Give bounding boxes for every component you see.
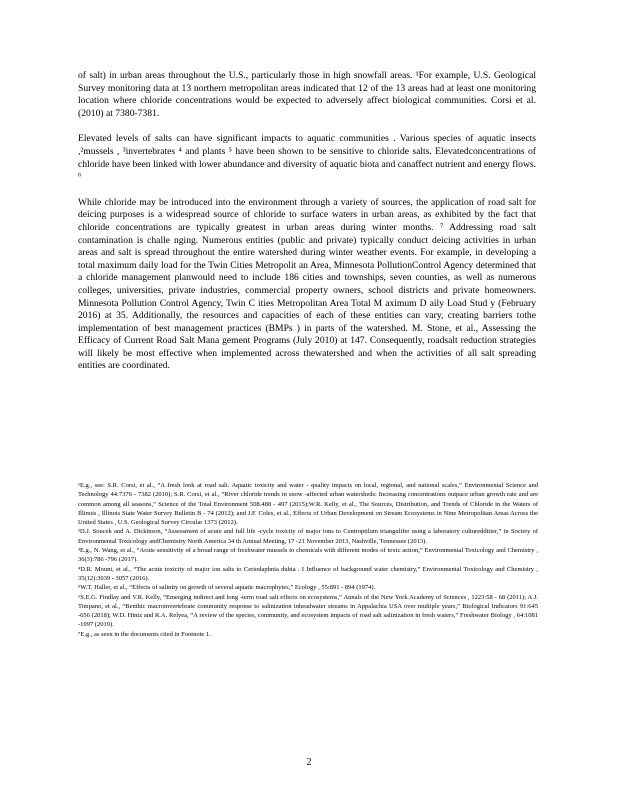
footnote-3: ³E.g., N. Wang, et al., “Acute sensitivity of a broad range of freshwater mussels to chemicals with different modes of toxic action,” Environmental Toxicology and Chemistry , 36(3):786 -796 (2017). [78,547,538,564]
paragraph-3: While chloride may be introduced into the environment through a variety of sources, the application of road salt for deicing purposes is a widespread source of chloride to surface waters in urban areas, as exhibited by the fact that chloride concentrations are typically greatest in urban areas during winter months. ⁷ Addressing road salt contamination is challe nging. Numerous entities (public and private) typically conduct deicing activities in urban areas and salt is spread throughout the entire watershed during winter weather events. For example, in developing a total maximum daily load for the Twin Cities Metropolit an Area, Minnesota PollutionControl Agency determined that a chloride management planwould need to include 186 cities and townships, seven counties, as well as numerous colleges, universities, private industries, commercial property owners, school districts and private homeowners. Minnesota Pollution Control Agency, Twin C ities Metropolitan Area Total M aximum D aily Load Stud y (February 2016) at 35. Additionally, the resources and capacities of each of these entities can vary, creating barriers tothe implementation of best management practices (BMPs ) in parts of the watershed. M. Stone, et al., Assessing the Efficacy of Current Road Salt Mana gement Programs (July 2010) at 147. Consequently, roadsalt reduction strategies will likely be most effective when implemented across thewatershed and when the activities of all salt spreading entities are coordinated. [78,196,536,372]
paragraph-2: Elevated levels of salts can have significant impacts to aquatic communities . Various species of aquatic insects ,²mussels , ³invertebrates ⁴ and plants ⁵ have been shown to be sensitive to chloride salts. Elevatedconcentrations of chloride have been linked with lower abundance and diversity of aquatic biota and canaffect nutrient and energy flows. ⁶ [78,133,536,183]
footnote-4: ⁴D.R. Mount, et al., “The acute toxicity of major ion salts to Ceriodaphnia dubia . I Influence of background water chemistry,” Environmental Toxicology and Chemistry , 35(12):3039 - 3057 (2016). [78,565,538,582]
footnote-1: ¹E.g., see: S.R. Corsi, et al., “A fresh look at road salt. Aquatic toxicity and water - quality impacts on local, regional, and national scales,” Environmental Science and Technology 44:7376 - 7382 (2010); S.R. Corsi, et al., “River chloride trends in snow -affected urban watersheds: Increasing concentrations outpace urban growth rate and are common among all seasons,” Science of the Total Environment 508.488 - 497 (2015);W.R. Kelly, et al., The Sources, Distribution, and Trends of Chloride in the Waters of Illinois , Illinois State Water Survey Bulletin B - 74 (2012); and J.F. Coles, et al., Effects of Urban Development on Stream Ecosystems in Nine Metropolitan Areas Across the United States , U.S. Geological Survey Circular 1373 (2012). [78,482,538,527]
page-number: 2 [306,757,312,768]
footnote-7: ⁷E.g., as seen in the documents cited in Footnote 1. [78,630,211,638]
footnote-5: ⁵W.T. Haller, et al., “Effects of salinity on growth of several aquatic macrophytes,” Ecology , 55:891 - 894 (1974). [78,584,376,592]
footnote-2: ²D.J. Soucek and A. Dickinson, “Assessment of acute and full life -cycle toxicity of major ions to Centroptilum triangulifer using a laboratory culturedditier,” in Society of Environmental Toxicology andChemistry North America 34 th Annual Meeting, 17 -21 November 2013, Nashville, Tennessee (2013). [78,528,538,545]
paragraph-1: of salt) in urban areas throughout the U.S., particularly those in high snowfall areas. ¹For example, U.S. Geological Survey monitoring data at 13 northern metropolitan areas indicated that 12 of the 13 areas had at least one monitoring location where chloride concentrations would be expected to adversely affect biological communities. Corsi et al. (2010) at 7380-7381. [78,70,536,119]
main-text [78,70,536,386]
footnote-6: ⁶S.E.G. Findlay and V.R. Kelly, “Emerging indirect and long -term road salt effects on ecosystems,” Annals of the New York Academy of Sciences , 1223:58 - 68 (2011); A.J. Timpano, et al., “Benthic macroinvertebrate community response to salinization inheadwater streams in Appalachia USA over multiple years,” Biological Indicators 91:645 -656 (2018); W.D. Hintz and R.A. Relyea, “A review of the species, community, and ecosystem impacts of road salt salinization in fresh waters,” Freshwater Biology , 64:1081 -1097 (2019). [78,593,538,629]
footnotes [78,481,538,639]
